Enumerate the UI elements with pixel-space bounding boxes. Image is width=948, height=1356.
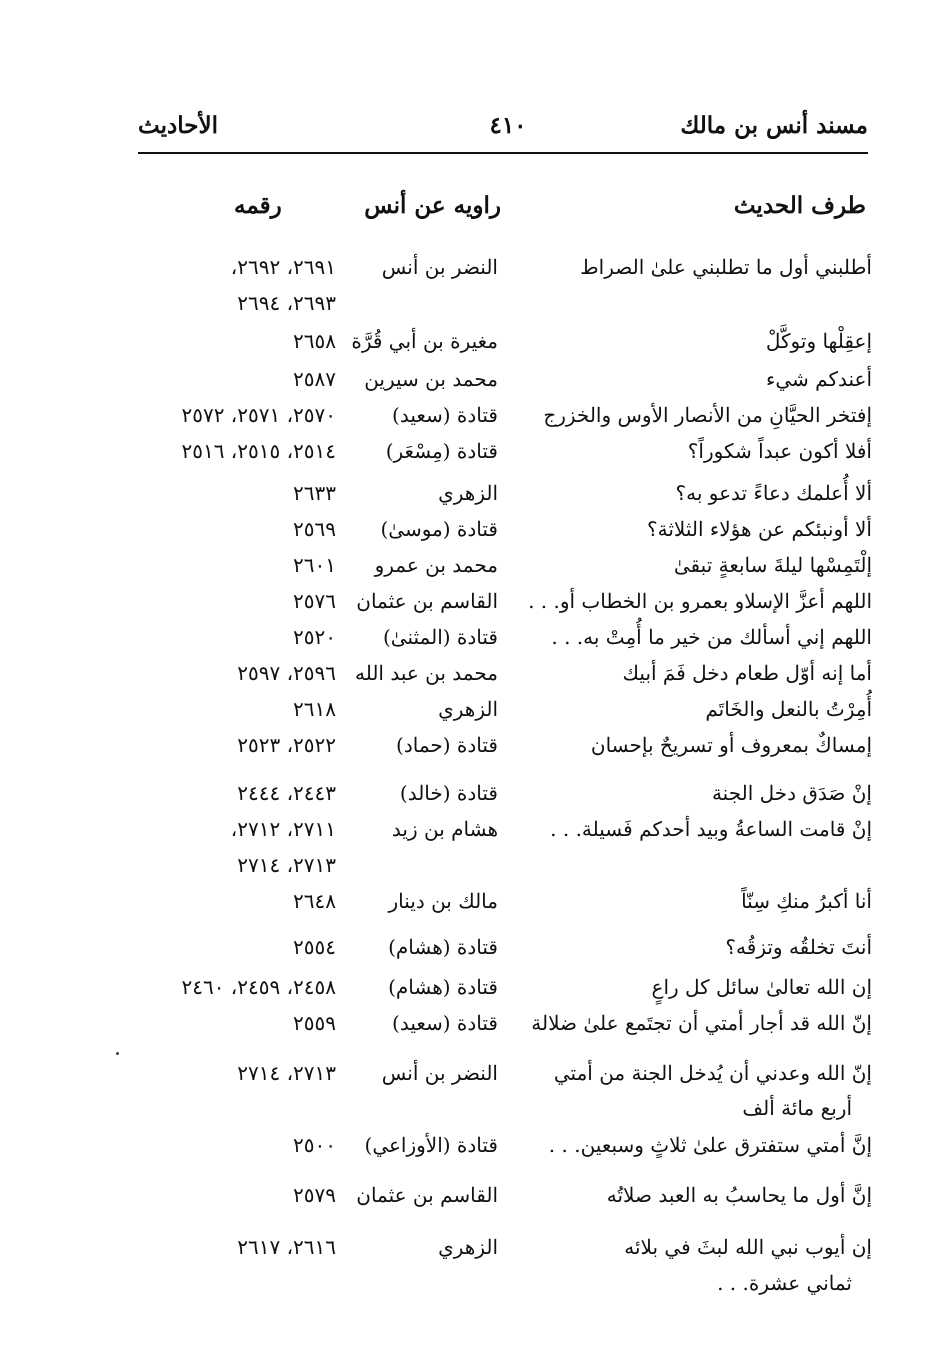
table-row (0, 400, 948, 430)
hadith-text: إنَّ أمتي ستفترق علىٰ ثلاثٍ وسبعين. . . (548, 1133, 872, 1157)
table-row (0, 658, 948, 688)
section-title: الأحاديث (138, 112, 218, 139)
hadith-number: ٢٧١١، ٢٧١٢، (230, 817, 336, 841)
rawi-name: محمد بن سيرين (364, 367, 498, 391)
rawi-name: محمد بن عمرو (374, 553, 498, 577)
rawi-name: قتادة (هشام) (388, 935, 498, 959)
hadith-number: ٢٦٠١ (293, 553, 336, 577)
hadith-number: ٢٦٣٣ (293, 481, 336, 505)
hadith-number: ٢٥٨٧ (293, 367, 336, 391)
table-row (0, 514, 948, 544)
table-row (0, 586, 948, 616)
table-row (0, 814, 948, 844)
hadith-text: إن أيوب نبي الله لبثَ في بلائه (624, 1235, 872, 1259)
table-row (0, 1008, 948, 1038)
rawi-name: مغيرة بن أبي قُرَّة (351, 329, 498, 353)
hadith-text: إمساكٌ بمعروف أو تسريحٌ بإحسان (590, 733, 872, 757)
rawi-name: قتادة (سعيد) (392, 1011, 498, 1035)
hadith-text: إنّ الله قد أجار أمتي أن تجتَمع علىٰ ضلالة (531, 1011, 872, 1035)
rawi-name: قتادة (هشام) (388, 975, 498, 999)
hadith-text: ألا أُعلمك دعاءً تدعو به؟ (675, 481, 872, 505)
hadith-text: إنْ صَدَق دخل الجنة (711, 781, 872, 805)
hadith-text: إلْتَمِسْها ليلةَ سابعةٍ تبقىٰ (673, 553, 872, 577)
hadith-number: ٢٥٥٩ (293, 1011, 336, 1035)
table-row (0, 1180, 948, 1210)
column-header-number: رقمه (234, 192, 282, 219)
rawi-name: النضر بن أنس (381, 255, 498, 279)
column-header-hadith: طرف الحديث (733, 192, 866, 219)
page-number: ٤١٠ (489, 112, 527, 139)
hadith-text: أطلبني أول ما تطلبني علىٰ الصراط (580, 255, 872, 279)
hadith-number: ٢٥٠٠ (293, 1133, 336, 1157)
hadith-text: إن الله تعالىٰ سائل كل راعٍ (651, 975, 872, 999)
hadith-number-continued: ٢٧١٣، ٢٧١٤ (237, 853, 336, 877)
rawi-name: الزهري (438, 1235, 498, 1259)
hadith-text: اللهم إني أسألك من خير ما أُمِتْ به. . . (551, 625, 872, 649)
table-row (0, 1130, 948, 1160)
rawi-name: قتادة (سعيد) (392, 403, 498, 427)
rawi-name: قتادة (الأوزاعي) (364, 1133, 498, 1157)
hadith-text: إعقِلْها وتوكَّلْ (765, 329, 872, 353)
rawi-name: قتادة (خالد) (399, 781, 498, 805)
column-header-rawi: راويه عن أنس (364, 192, 501, 219)
rawi-name: النضر بن أنس (381, 1061, 498, 1085)
table-row (0, 932, 948, 962)
hadith-number: ٢٥٧٦ (293, 589, 336, 613)
rawi-name: هشام بن زيد (391, 817, 498, 841)
page-header (138, 112, 868, 152)
table-row (0, 436, 948, 466)
table-row (0, 622, 948, 652)
hadith-number: ٢٥٦٩ (293, 517, 336, 541)
hadith-number: ٢٥٥٤ (293, 935, 336, 959)
rawi-name: قتادة (موسىٰ) (380, 517, 498, 541)
hadith-number: ٢٦١٨ (293, 697, 336, 721)
hadith-number: ٢٦٥٨ (293, 329, 336, 353)
hadith-number: ٢٥٢٢، ٢٥٢٣ (237, 733, 336, 757)
hadith-text: ألا أونبئكم عن هؤلاء الثلاثة؟ (647, 517, 872, 541)
hadith-number: ٢٥٧٩ (293, 1183, 336, 1207)
rawi-name: قتادة (مِسْعَر) (385, 439, 498, 463)
hadith-text: اللهم أعزَّ الإسلاو بعمرو بن الخطاب أو. . . (528, 589, 872, 613)
table-row (0, 1058, 948, 1088)
hadith-number: ٢٥٩٦، ٢٥٩٧ (237, 661, 336, 685)
hadith-text: أُمِرْتُ بالنعل والخَاتَم (705, 697, 872, 721)
table-row (0, 252, 948, 282)
hadith-text: إنْ قامت الساعةُ وبيد أحدكم فَسيلة. . . (550, 817, 872, 841)
hadith-number: ٢٥٢٠ (293, 625, 336, 649)
hadith-text: أفلا أكون عبداً شكوراً؟ (687, 439, 872, 463)
table-row (0, 364, 948, 394)
hadith-number: ٢٦١٦، ٢٦١٧ (237, 1235, 336, 1259)
scan-speck (116, 1052, 119, 1055)
hadith-number: ٢٥١٤، ٢٥١٥، ٢٥١٦ (181, 439, 336, 463)
header-rule (138, 152, 868, 154)
rawi-name: الزهري (438, 697, 498, 721)
hadith-text: إنَّ أول ما يحاسبُ به العبد صلاتُه (606, 1183, 872, 1207)
hadith-number-continued: ٢٦٩٣، ٢٦٩٤ (237, 291, 336, 315)
hadith-text-continued: أربع مائة ألف (742, 1096, 852, 1120)
hadith-text: إفتخر الحيَّانِ من الأنصار الأوس والخزرج (543, 403, 872, 427)
table-row (0, 1232, 948, 1262)
hadith-number: ٢٦٤٨ (293, 889, 336, 913)
rawi-name: القاسم بن عثمان (356, 589, 498, 613)
hadith-text: أما إنه أوّل طعام دخل فَمَ أبيك (622, 661, 872, 685)
hadith-number: ٢٤٤٣، ٢٤٤٤ (237, 781, 336, 805)
book-title: مسند أنس بن مالك (680, 112, 868, 139)
table-row (0, 478, 948, 508)
hadith-number: ٢٧١٣، ٢٧١٤ (237, 1061, 336, 1085)
rawi-name: قتادة (حماد) (396, 733, 498, 757)
table-row (0, 730, 948, 760)
hadith-number: ٢٥٧٠، ٢٥٧١، ٢٥٧٢ (181, 403, 336, 427)
table-row (0, 550, 948, 580)
rawi-name: القاسم بن عثمان (356, 1183, 498, 1207)
hadith-text-continued: ثماني عشرة. . . (717, 1271, 852, 1295)
hadith-text: أنتَ تخلقُه وتزقُه؟ (725, 935, 872, 959)
table-row (0, 972, 948, 1002)
table-row (0, 778, 948, 808)
rawi-name: مالك بن دينار (388, 889, 498, 913)
hadith-text: إنّ الله وعدني أن يُدخل الجنة من أمتي (553, 1061, 872, 1085)
rawi-name: محمد بن عبد الله (354, 661, 498, 685)
hadith-text: أعندكم شيء (765, 367, 872, 391)
hadith-number: ٢٦٩١، ٢٦٩٢، (230, 255, 336, 279)
table-row (0, 886, 948, 916)
table-row (0, 694, 948, 724)
table-row (0, 326, 948, 356)
rawi-name: قتادة (المثنىٰ) (383, 625, 498, 649)
hadith-number: ٢٤٥٨، ٢٤٥٩، ٢٤٦٠ (181, 975, 336, 999)
hadith-text: أنا أكبرُ منكِ سِنّاً (741, 889, 872, 913)
rawi-name: الزهري (438, 481, 498, 505)
